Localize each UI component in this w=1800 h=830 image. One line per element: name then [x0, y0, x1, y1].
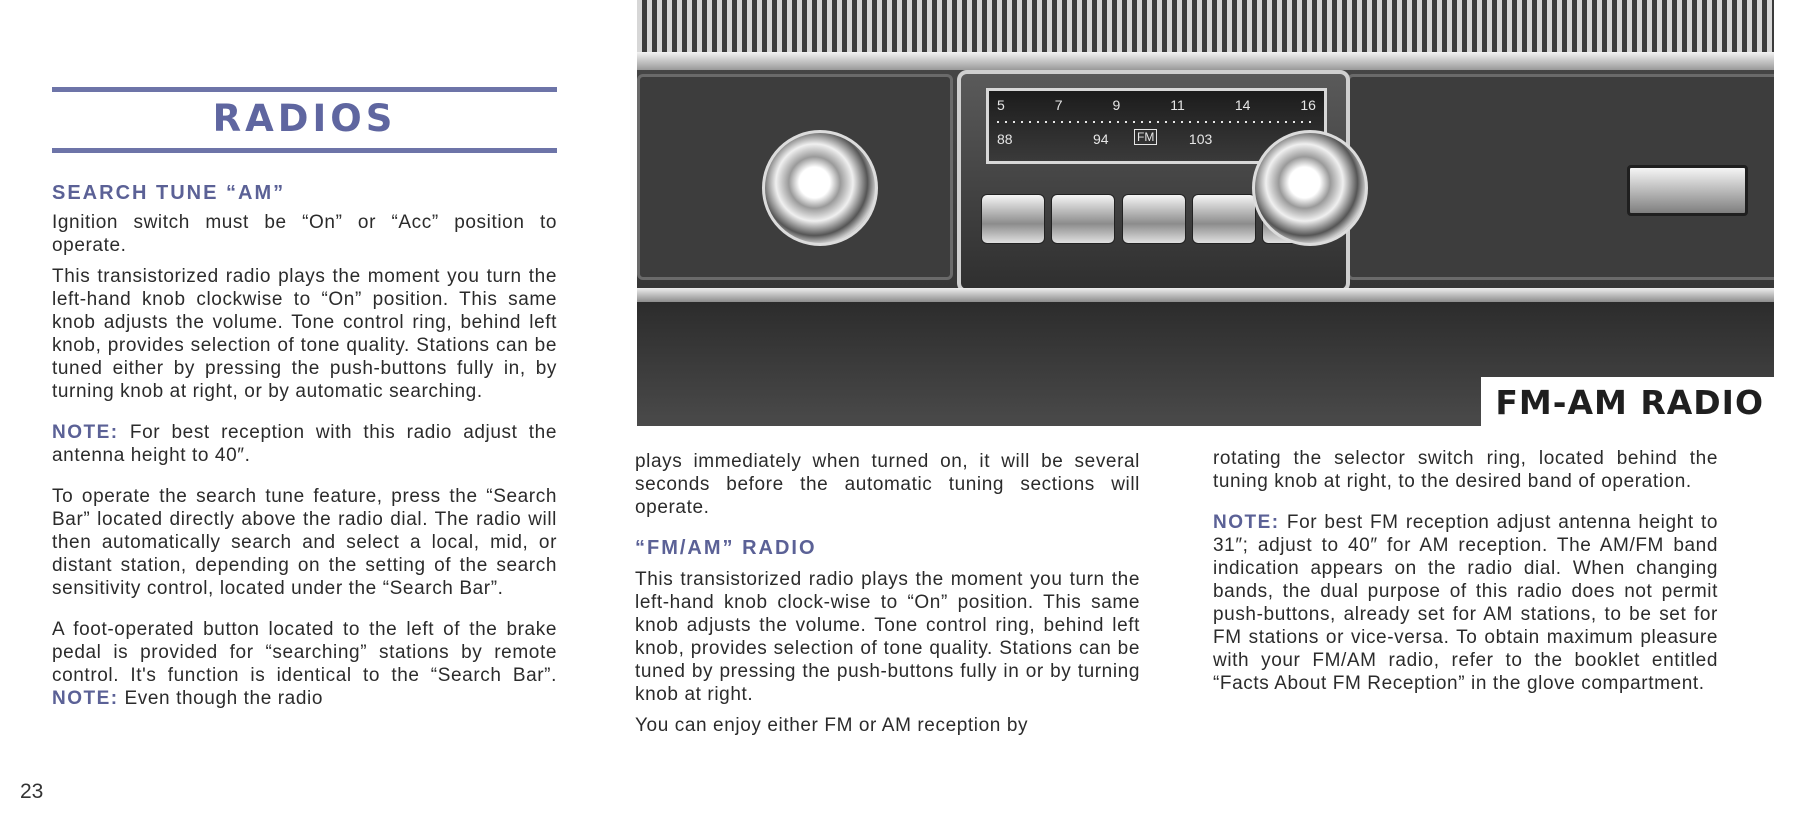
tuning-knob — [1252, 130, 1368, 246]
left-paragraph-1: Ignition switch must be “On” or “Acc” position to operate. — [52, 212, 557, 256]
note-label: NOTE: — [52, 422, 119, 443]
dial-mark: 11 — [1170, 97, 1185, 113]
dial-mark: 9 — [1112, 97, 1121, 113]
middle-column — [635, 450, 1140, 745]
right-column — [1213, 447, 1718, 703]
left-paragraph-3: To operate the search tune feature, press the “Search Bar” located directly above the radio dial. The radio will then automatically search and select a local, mid, or distant station, depending on the setting of the search sensitivity control, located under the “Search Bar”. — [52, 486, 557, 599]
ashtray-handle — [1627, 165, 1748, 216]
push-button-2 — [1051, 194, 1115, 244]
note-label: NOTE: — [1213, 512, 1280, 533]
photo-caption: FM-AM RADIO — [1481, 377, 1774, 426]
chrome-trim — [637, 52, 1774, 70]
title-rule-top — [52, 87, 557, 92]
note-text: Even though the radio — [118, 688, 324, 709]
middle-paragraph-1: plays immediately when turned on, it will be several seconds before the automatic tuning sections will operate. — [635, 451, 1140, 518]
push-button-4 — [1192, 194, 1256, 244]
right-note — [1213, 511, 1718, 695]
middle-paragraph-2: This transistorized radio plays the moment you turn the left-hand knob clock-wise to “On” position. This same knob adjusts the volume. Tone control ring, behind left knob, provides selection of tone quality. Stations can be tuned by pressing the push-buttons fully in or by turning knob at right. — [635, 569, 1140, 705]
dial-mark: 88 — [997, 131, 1013, 147]
note-text: For best reception with this radio adjust the antenna height to 40″. — [52, 422, 557, 466]
dash-grille — [637, 0, 1774, 52]
radio-photo — [637, 0, 1774, 426]
page-number: 23 — [20, 780, 44, 803]
volume-knob — [762, 130, 878, 246]
dial-mark: 5 — [997, 97, 1005, 113]
dial-mark: 14 — [1234, 97, 1251, 113]
dial-band-indicator: FM — [1134, 129, 1157, 145]
left-paragraph-4 — [52, 618, 557, 710]
dial-mark: 103 — [1188, 131, 1213, 147]
paragraph-text: A foot-operated button located to the left of the brake pedal is provided for “searching” stations by remote control. It's function is identical to the “Search Bar”. — [52, 619, 557, 686]
lower-chrome-trim — [637, 288, 1774, 302]
dial-mark: 7 — [1054, 97, 1063, 113]
dial-mark: 94 — [1092, 131, 1109, 147]
note-text: For best FM reception adjust antenna height to 31″; adjust to 40″ for AM reception. The AM/FM band indication appears on the radio dial. When changing bands, the dual purpose of this radio does not permit push-buttons, already set for AM stations, to be set for FM stations or vice-versa. To obtain maximum pleasure with your FM/AM radio, refer to the booklet entitled “Facts About FM Reception” in the glove compartment. — [1213, 512, 1718, 694]
section-heading-search-tune: SEARCH TUNE “AM” — [52, 182, 286, 204]
dial-scale-am — [997, 97, 1316, 115]
section-heading-fm-am: “FM/AM” RADIO — [635, 537, 817, 559]
page-title: RADIOS — [212, 97, 397, 140]
right-paragraph-1: rotating the selector switch ring, located behind the tuning knob at right, to the desired band of operation. — [1213, 448, 1718, 492]
note-label: NOTE: — [52, 688, 119, 709]
left-note — [52, 421, 557, 467]
left-paragraph-2: This transistorized radio plays the moment you turn the left-hand knob clockwise to “On” position. This same knob adjusts the volume. Tone control ring, behind left knob, provides selection of tone quality. Stations can be tuned either by pressing the push-buttons fully in, by turning knob at right, or by automatic searching. — [52, 266, 557, 402]
dial-ticks — [997, 121, 1316, 123]
push-button-3 — [1122, 194, 1186, 244]
middle-paragraph-3: You can enjoy either FM or AM reception by — [635, 715, 1029, 736]
dial-mark: 16 — [1300, 97, 1316, 113]
left-column — [52, 182, 557, 718]
title-rule-bottom — [52, 148, 557, 153]
push-button-1 — [981, 194, 1045, 244]
